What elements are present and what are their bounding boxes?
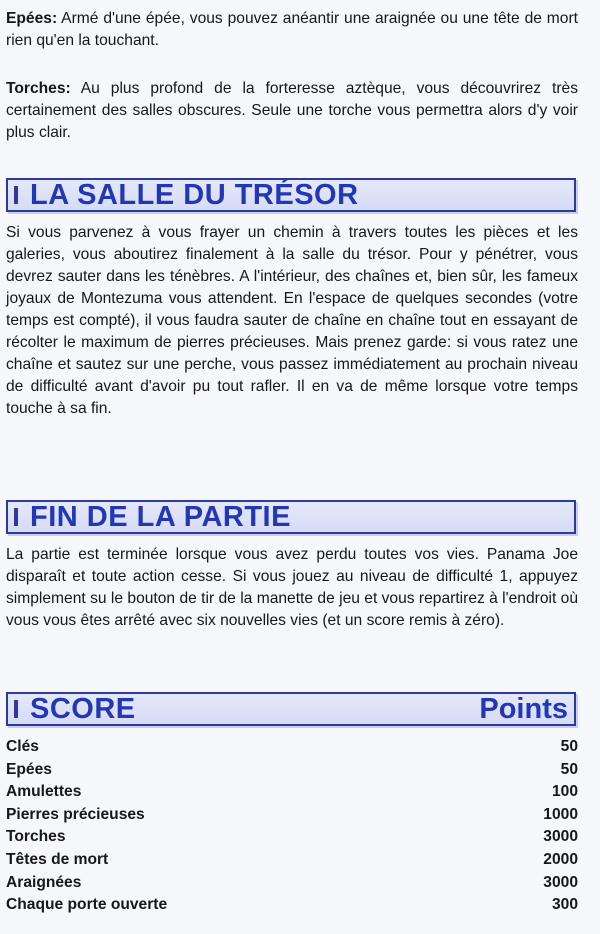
epees-term: Epées: [6, 10, 58, 27]
torches-paragraph [6, 78, 578, 144]
score-points: 300 [551, 896, 578, 914]
fin-heading: FIN DE LA PARTIE [30, 501, 291, 533]
score-row [6, 781, 578, 804]
torches-text: Au plus profond de la forteresse aztèque, vous découvrirez très certainement des salles obscures. Seule une torche vous permettra alors d'y voir plus clair. [6, 80, 578, 141]
banner-accent [14, 700, 18, 718]
fin-paragraph: La partie est terminée lorsque vous avez perdu toutes vos vies. Panama Joe disparaît et toute action cesse. Si vous jouez au niveau de difficulté 1, appuyez simplement su le bouton de tir de la manette de jeu et vous repartirez à l'endroit où vous vous êtes arrêté avec six nouvelles vies (et un score remis à zéro). [6, 546, 578, 629]
score-points: 3000 [543, 828, 578, 846]
points-heading: Points [479, 693, 568, 725]
score-row [6, 826, 578, 849]
score-points: 50 [560, 760, 578, 778]
score-item: Clés [6, 738, 39, 755]
score-item: Torches [6, 828, 66, 846]
score-item: Araignées [6, 873, 82, 891]
score-points: 100 [551, 783, 578, 801]
tresor-heading: LA SALLE DU TRÉSOR [30, 179, 359, 211]
tresor-banner [6, 178, 576, 212]
score-item: Têtes de mort [6, 850, 109, 868]
score-heading: SCORE [30, 693, 136, 725]
epees-text: Armé d'une épée, vous pouvez anéantir une araignée ou une tête de mort rien qu'en la touchant. [6, 10, 578, 49]
epees-paragraph [6, 8, 578, 52]
score-item: Amulettes [6, 783, 82, 801]
score-points: 50 [560, 738, 578, 755]
score-row [6, 736, 578, 759]
banner-accent [14, 186, 18, 204]
score-table [6, 736, 578, 917]
score-item: Pierres précieuses [6, 805, 145, 823]
banner-accent [14, 508, 18, 526]
score-row [6, 849, 578, 872]
score-row [6, 804, 578, 827]
fin-banner [6, 500, 576, 534]
score-points: 1000 [543, 805, 578, 823]
score-points: 2000 [543, 850, 578, 868]
score-item: Chaque porte ouverte [6, 896, 168, 914]
score-points: 3000 [543, 873, 578, 891]
torches-term: Torches: [6, 80, 71, 97]
score-row [6, 759, 578, 782]
score-row [6, 894, 578, 917]
score-item: Epées [6, 760, 52, 778]
score-row [6, 872, 578, 895]
tresor-paragraph: Si vous parvenez à vous frayer un chemin à travers toutes les pièces et les galeries, vous aboutirez finalement à la salle du trésor. Pour y pénétrer, vous devrez sauter dans les ténèbres. A l'intérieur, des chaînes et, bien sûr, les fameux joyaux de Montezuma vous attendent. En l'espace de quelques secondes (votre temps est compté), il vous faudra sauter de chaîne en chaîne tout en essayant de récolter le maximum de pierres précieuses. Mais prenez garde: si vous ratez une chaîne et sautez sur une perche, vous passez immédiatement au prochain niveau de difficulté avant d'avoir pu tout rafler. Il en va de même lorsque votre temps touche à sa fin. [6, 224, 578, 417]
score-banner [6, 692, 576, 726]
